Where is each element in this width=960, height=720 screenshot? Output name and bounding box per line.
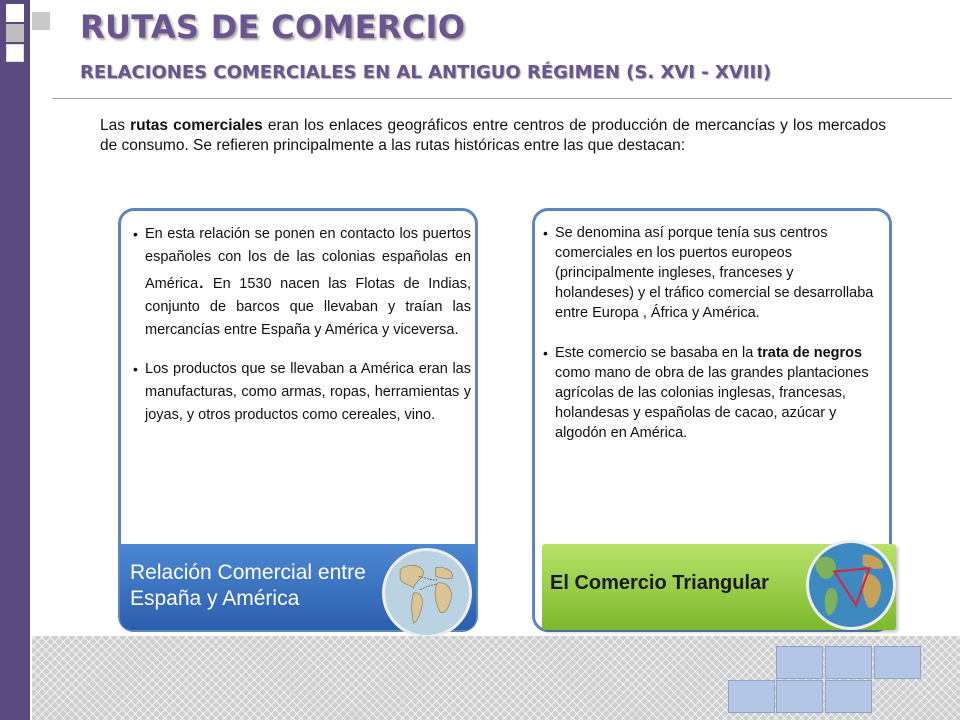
bullet-icon: • (543, 345, 548, 361)
banner-label: El Comercio Triangular (550, 572, 769, 594)
card-bullet-list (543, 223, 875, 463)
decor-square (32, 12, 50, 30)
bullet-text: Se denomina así porque tenía sus centros comerciales en los puertos europeos (principalmente ingleses, franceses y holandeses) y el tráfico comercial se desarrollaba entre Europa , África y América. (555, 225, 874, 321)
decor-tile (825, 646, 872, 679)
bullet-text: . (198, 268, 205, 293)
bullet-text: En esta relación se ponen en contacto los puertos españoles con los de las colonias españolas en América (145, 226, 471, 292)
bullet-text: Los productos que se llevaban a América eran las manufacturas, como armas, ropas, herramientas y joyas, y otros productos como cereales, vino. (145, 361, 471, 423)
bullet-text: En 1530 nacen las Flotas de Indias, conjunto de barcos que llevaban y traían las mercancías entre España y América y viceversa. (145, 276, 471, 338)
intro-paragraph (100, 116, 886, 156)
bullet-icon: • (133, 361, 138, 377)
decor-tile (825, 680, 872, 713)
card-bullet-list (133, 223, 471, 443)
decor-square (6, 24, 24, 42)
decor-tile (776, 680, 823, 713)
intro-text: eran los enlaces geográficos entre centros de producción de mercancías y los mercados de consumo. Se refieren principalmente a las rutas históricas entre las que destacan: (100, 117, 887, 154)
bullet-icon: • (543, 225, 548, 241)
triangular-trade-globe-icon (806, 540, 896, 630)
bullet-bold-term: trata de negros (757, 345, 863, 361)
bullet-icon: • (133, 226, 138, 242)
list-item (133, 358, 471, 427)
banner-label: Relación Comercial entre España y América (130, 561, 366, 610)
bullet-text: como mano de obra de las grandes plantaciones agrícolas de las colonias inglesas, francesas, holandesas y españolas de cacao, azúcar y algodón en América. (555, 365, 869, 441)
slide-title: RUTAS DE COMERCIO (80, 8, 466, 46)
decor-tile (776, 646, 823, 679)
intro-bold-term: rutas comerciales (130, 117, 263, 134)
world-map-globe-icon (382, 548, 472, 638)
decor-square (6, 4, 24, 22)
decor-tile (728, 680, 775, 713)
list-item (133, 223, 471, 342)
intro-text: Las (100, 117, 131, 134)
title-divider (52, 98, 952, 99)
list-item (543, 343, 875, 443)
decor-square (6, 44, 24, 62)
bullet-text: Este comercio se basaba en la (555, 345, 758, 361)
decor-tile (874, 646, 921, 679)
slide-subtitle: RELACIONES COMERCIALES EN AL ANTIGUO RÉGIMEN (S. XVI - XVIII) (80, 62, 772, 83)
list-item (543, 223, 875, 323)
left-sidebar-bar (0, 0, 30, 720)
